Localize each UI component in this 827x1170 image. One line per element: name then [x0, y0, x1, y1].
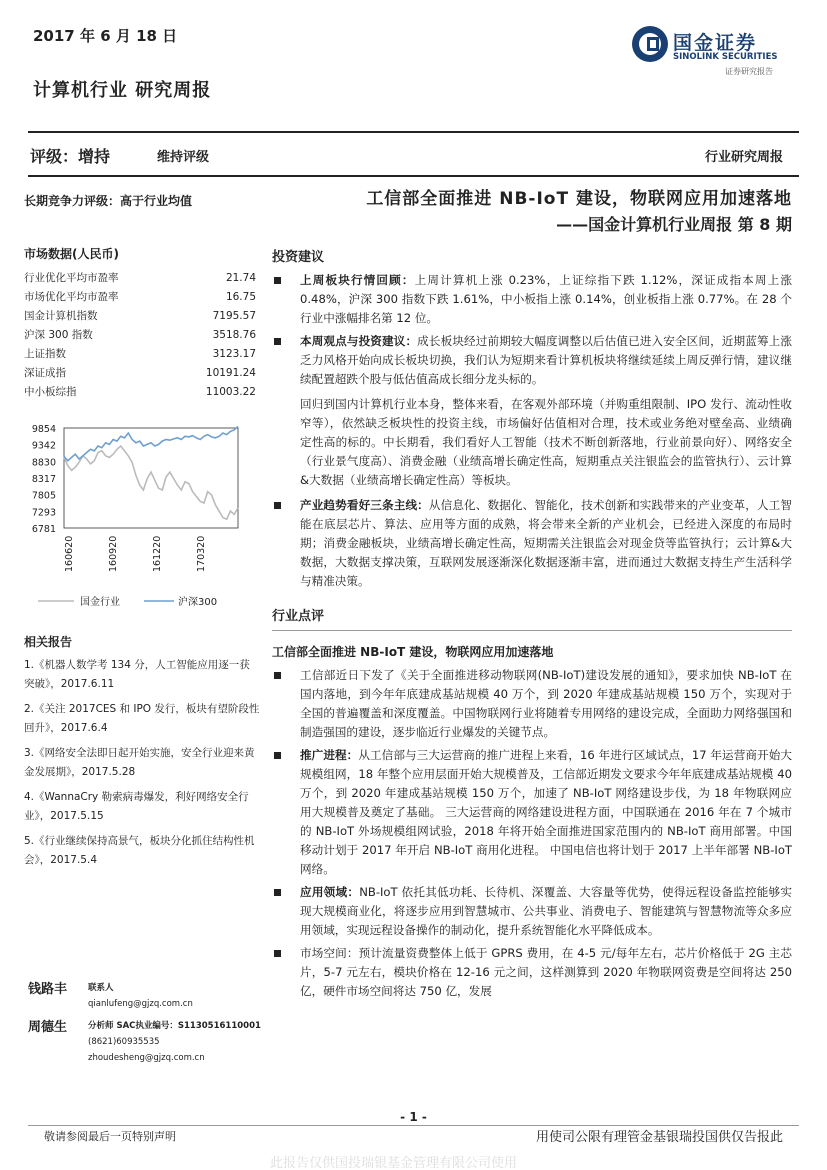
bullet-notice	[272, 666, 792, 742]
index-chart-svg	[24, 418, 260, 623]
logo-emblem-icon	[630, 24, 670, 64]
bullet-body: 工信部近日下发了《关于全面推进移动物联网(NB-IoT)建设发展的通知》，要求加快 NB-IoT 在国内落地，到今年年底建成基站规模 40 万个，到 2020 年建成基站规模 150 万个，实现对于全国的普遍覆盖和深度覆盖。中国物联网行业将随着专用网络的建设完成，全面助力网络强国和制造强国的建设，逐步临近行业爆发的关键节点。	[300, 668, 792, 739]
market-data-label: 沪深 300 指数	[24, 329, 93, 341]
market-data-value: 21.74	[225, 271, 256, 284]
bullet-market-space	[272, 944, 792, 1001]
logo-text-en: SINOLINK SECURITIES	[673, 52, 778, 62]
x-tick-label: 161220	[152, 535, 163, 572]
x-tick-label: 160620	[64, 535, 75, 572]
footer-disclaimer[interactable]: 敬请参阅最后一页特别声明	[44, 1130, 176, 1143]
market-data-row	[24, 287, 260, 306]
analyst-phone: (8621)60935535	[88, 1037, 160, 1047]
series-line	[64, 427, 238, 461]
market-data-value: 3123.17	[212, 347, 256, 360]
left-sidebar	[24, 186, 260, 876]
logo-subtitle: 证券研究报告	[725, 67, 773, 76]
related-report-item[interactable]: 5.《行业继续保持高景气，板块分化抓住结构性机会》，2017.5.4	[24, 835, 255, 866]
bullet-head: 产业趋势看好三条主线：	[300, 498, 429, 512]
footer-usage-note: 用使司公限有理管金基银瑞投国供仅告报此	[535, 1130, 783, 1145]
market-data-row	[24, 306, 260, 325]
analyst-role: 联系人	[88, 983, 114, 993]
related-reports-list	[24, 656, 260, 870]
market-data-title: 市场数据(人民币)	[24, 247, 119, 261]
related-report-item[interactable]: 4.《WannaCry 勒索病毒爆发，利好网络安全行业》，2017.5.15	[24, 791, 249, 822]
market-data-value: 7195.57	[212, 309, 256, 322]
rating: 评级：增持	[30, 147, 111, 166]
analyst-email[interactable]: zhoudesheng@gjzq.com.cn	[88, 1053, 205, 1063]
y-tick-label: 8830	[31, 457, 56, 469]
y-tick-label: 9342	[31, 440, 56, 452]
market-data-label: 上证指数	[24, 348, 66, 360]
main-content	[272, 186, 792, 1005]
section-divider	[272, 630, 792, 631]
y-tick-label: 7293	[31, 507, 56, 519]
bullet-body: 市场空间：预计流量资费整体上低于 GPRS 费用，在 4-5 元/每年左右，芯片价格低于 2G 主芯片，5-7 元左右，模块价格在 12-16 元之间，这样测算到 2020 年物联网资费是空间将达 250 亿，硬件市场空间将达 750 亿，发展	[300, 946, 792, 998]
market-data-label: 国金计算机指数	[24, 310, 98, 322]
series-line	[64, 446, 238, 519]
comment-subheading: 工信部全面推进 NB-IoT 建设，物联网应用加速落地	[272, 645, 554, 659]
bullet-body: 从工信部与三大运营商的推广进程上来看，16 年进行区域试点，17 年运营商开始大规模组网，18 年整个应用层面开始大规模普及，工信部近期发文要求今年年底建成基站规模 40 万个，到 2020 年建成基站规模 150 万个，加速了 NB-IoT 网络建设步伐，为 18 年物联网应用大规模普及奠定了基础。 三大运营商的网络建设进程方面，中国联通在 2016 年在 7 个城市的 NB-IoT 外场规模组网试验，2018 年将开始全面推进国家范围内的 NB-IoT 商用部署。中国移动计划于 2017 年开启 NB-IoT 商用化进程。 中国电信也将计划于 2017 上半年部署 NB-IoT 网络。	[300, 748, 792, 876]
bullet-body: 上周计算机上涨 0.23%，上证综指下跌 1.12%，深证成指本周上涨 0.48%，沪深 300 指数下跌 1.61%，中小板指上涨 0.14%，创业板指上涨 0.77%。在 28 个行业中涨幅排名第 12 位。	[300, 273, 792, 325]
paragraph-industry: 回归到国内计算机行业本身，整体来看，在客观外部环境（并购重组限制、IPO 发行、流动性收窄等），依然缺乏板块性的投资主线，市场偏好估值相对合理，技术或业务绝对壁垒高、业绩确定性高的标的。中长期看，我们看好人工智能（技术不断创新落地，行业前景向好）、网络安全（行业景气度高）、消费金融（业绩高增长确定性高，短期重点关注银监会的监管执行）、云计算&大数据（业绩高增长确定性高）等板块。	[300, 397, 792, 487]
market-data-label: 行业优化平均市盈率	[24, 272, 119, 284]
x-tick-label: 160920	[108, 535, 119, 572]
bullet-market-review	[272, 271, 792, 328]
market-data-row	[24, 325, 260, 344]
analyst-name: 钱路丰	[28, 982, 68, 997]
section-industry-comment: 行业点评	[272, 609, 325, 624]
market-data-value: 11003.22	[205, 385, 256, 398]
market-data-row	[24, 344, 260, 363]
report-type: 行业研究周报	[704, 150, 783, 165]
section-investment-advice: 投资建议	[272, 250, 325, 265]
related-reports-title: 相关报告	[24, 635, 73, 649]
analyst-email[interactable]: qianlufeng@gjzq.com.cn	[88, 999, 193, 1009]
main-title: 工信部全面推进 NB-IoT 建设，物联网应用加速落地	[366, 189, 792, 209]
bullet-head: 推广进程：	[300, 748, 359, 762]
related-report-item[interactable]: 2.《关注 2017CES 和 IPO 发行，板块有望阶段性回升》，2017.6.4	[24, 703, 260, 734]
bullet-views	[272, 332, 792, 389]
bullet-progress	[272, 746, 792, 879]
page-number: - 1 -	[400, 1110, 427, 1124]
header-divider	[28, 131, 799, 133]
x-tick-label: 170320	[196, 535, 207, 572]
market-data-row	[24, 363, 260, 382]
sinolink-logo	[630, 24, 795, 80]
legend-label: 沪深300	[178, 597, 218, 608]
market-data-label: 深证成指	[24, 367, 66, 379]
market-data-table	[24, 268, 260, 401]
market-data-row	[24, 268, 260, 287]
analyst-info	[88, 980, 268, 1012]
market-data-label: 中小板综指	[24, 386, 77, 398]
y-tick-label: 7805	[31, 490, 56, 502]
bullet-head: 应用领域：	[300, 885, 360, 899]
analyst-info	[88, 1018, 268, 1066]
bullet-body: NB-IoT 依托其低功耗、长待机、深覆盖、大容量等优势，使得远程设备监控能够实现大规模商业化，将逐步应用到智慧城市、公共事业、消费电子、智能建筑与智慧物流等众多应用领域，实现远程设备操作的制动化，提升系统智能化水平降低成本。	[300, 885, 792, 937]
bullet-body: 从信息化、数据化、智能化，技术创新和实践带来的产业变革，人工智能在底层芯片、算法、应用等方面的成熟，将会带来全新的产业机会，已经进入深度的布局时期；消费金融板块，业绩高增长确定性高，短期需关注银监会对现金贷等监管执行；云计算&大数据，大数据支撑决策，互联网发展逐渐深化数据逐渐丰富，进而通过大数据支持生产生活科学与精准决策。	[300, 498, 792, 588]
competitiveness-rating: 长期竞争力评级：高于行业均值	[24, 194, 193, 208]
logo-text-cn: 国金证券	[673, 32, 758, 54]
rating-divider	[28, 175, 799, 177]
y-tick-label: 6781	[31, 524, 56, 535]
y-tick-label: 9854	[31, 424, 56, 435]
market-data-value: 10191.24	[205, 366, 256, 379]
bullet-trends	[272, 496, 792, 591]
market-data-row	[24, 382, 260, 401]
analyst-name: 周德生	[28, 1020, 68, 1035]
market-data-value: 3518.76	[212, 328, 256, 341]
watermark: 此报告仅供国投瑞银基金管理有限公司使用	[270, 1156, 518, 1170]
analyst-role: 分析师 SAC执业编号：S1130516110001	[88, 1021, 261, 1031]
bullet-body: 成长板块经过前期较大幅度调整以后估值已进入安全区间，近期蓝筹上涨乏力风格开始向成长板块切换，我们认为短期来看计算机板块将继续延续上周反弹行情，建议继续配置超跌个股与低估值高成长细分龙头标的。	[300, 334, 792, 386]
y-tick-label: 8317	[31, 474, 56, 486]
main-subtitle: ——国金计算机行业周报 第 8 期	[556, 215, 792, 234]
market-data-label: 市场优化平均市盈率	[24, 291, 119, 303]
index-chart	[24, 418, 260, 623]
report-date: 2017 年 6 月 18 日	[33, 27, 178, 45]
bullet-applications	[272, 883, 792, 940]
related-report-item[interactable]: 3.《网络安全法即日起开始实施，安全行业迎来黄金发展期》，2017.5.28	[24, 747, 255, 778]
bullet-head: 上周板块行情回顾：	[300, 273, 415, 287]
related-report-item[interactable]: 1.《机器人数学考 134 分，人工智能应用逐一获突破》，2017.6.11	[24, 659, 250, 690]
report-series-title: 计算机行业 研究周报	[33, 80, 212, 101]
bullet-head: 本周观点与投资建议：	[300, 334, 418, 348]
legend-label: 国金行业	[80, 597, 120, 608]
rating-note: 维持评级	[157, 150, 210, 165]
market-data-value: 16.75	[225, 290, 256, 303]
